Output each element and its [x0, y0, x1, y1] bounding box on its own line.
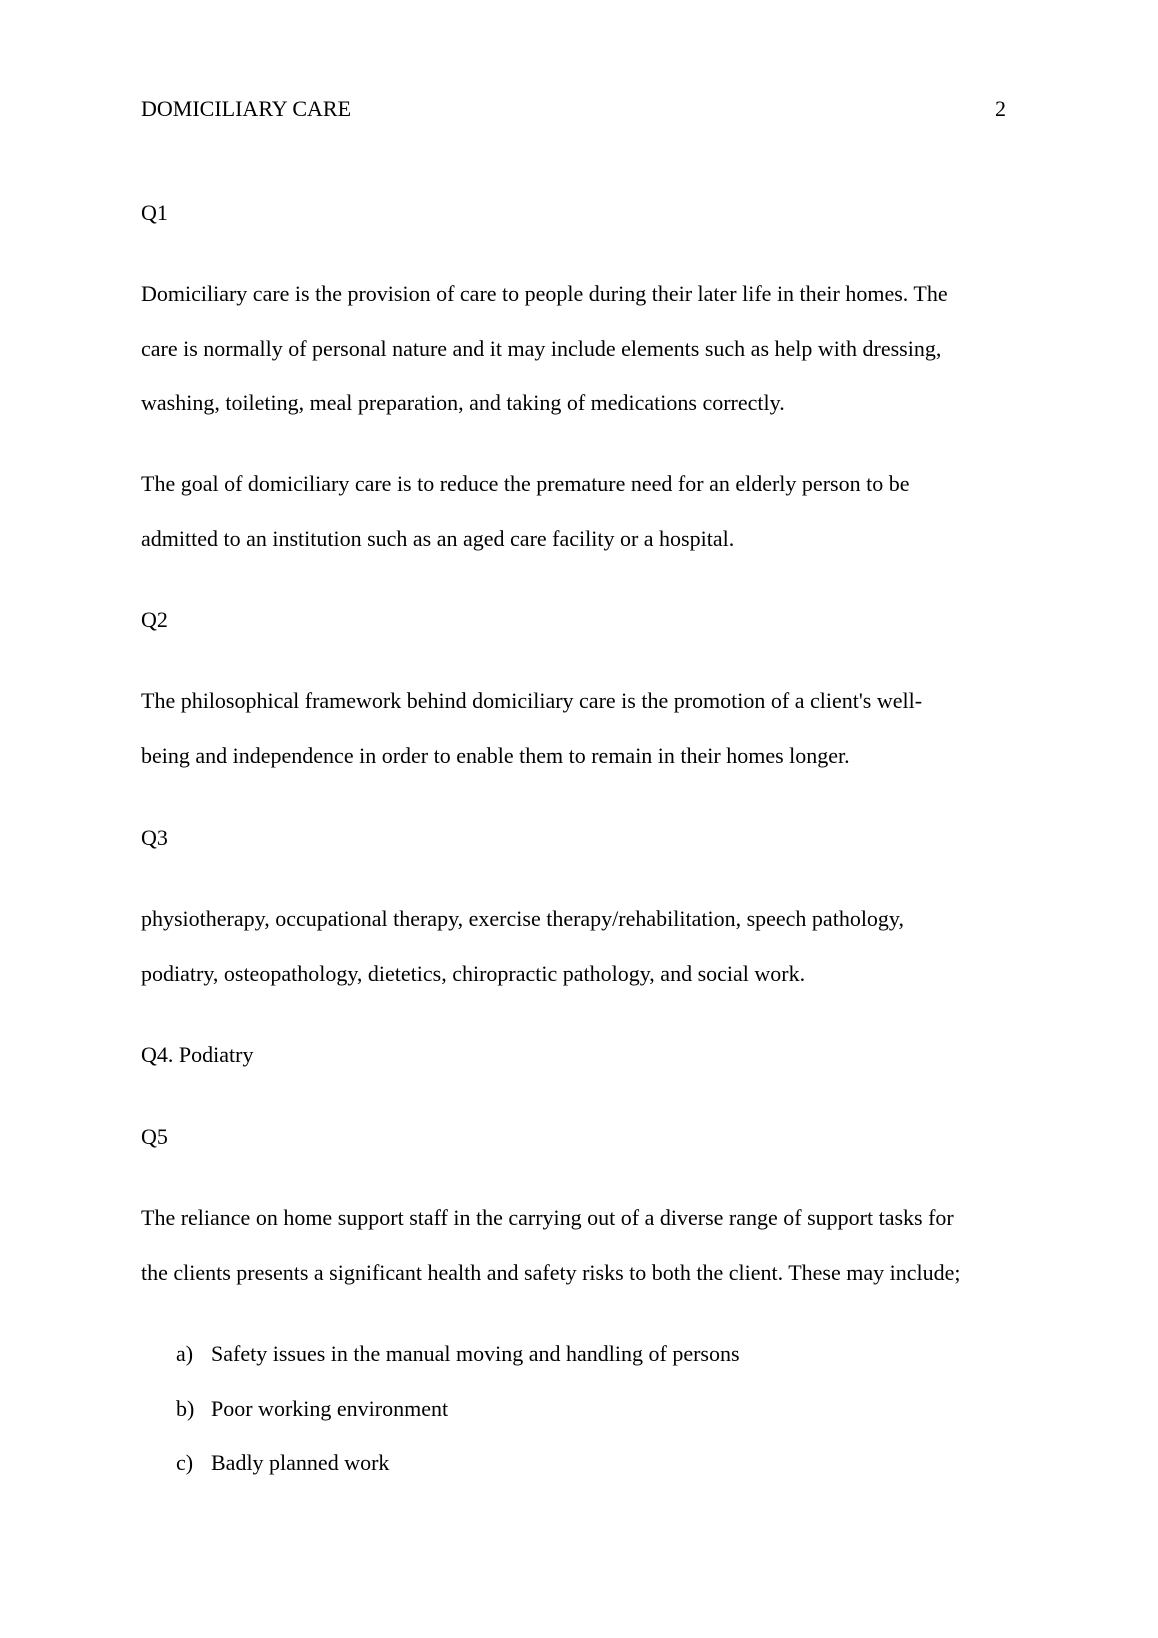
list-item: [141, 1382, 1021, 1437]
running-head: DOMICILIARY CARE: [141, 96, 352, 121]
paragraph-line: care is normally of personal nature and it may include elements such as help with dressing,: [141, 335, 942, 361]
page-number: 2: [995, 96, 1006, 121]
question-label-q2: Q2: [141, 607, 168, 632]
paragraph-line: The goal of domiciliary care is to reduce the premature need for an elderly person to be: [141, 471, 910, 496]
q4-label-block: [141, 1028, 1021, 1083]
list-item-text: Poor working environment: [211, 1395, 449, 1421]
paragraph-line: washing, toileting, meal preparation, and taking of medications correctly.: [141, 390, 785, 415]
question-label-q1: Q1: [141, 200, 168, 225]
q3-paragraph: [141, 892, 1021, 1001]
q2-paragraph: [141, 674, 1021, 783]
list-marker: a): [176, 1341, 194, 1366]
paragraph-line: admitted to an institution such as an aged care facility or a hospital.: [141, 525, 735, 551]
paragraph-line: The philosophical framework behind domiciliary care is the promotion of a client's well-: [141, 688, 923, 713]
list-item: [141, 1327, 1021, 1382]
question-label-q3: Q3: [141, 825, 168, 850]
q1-label-block: [141, 186, 1021, 241]
q1-paragraph-1: [141, 267, 1021, 431]
paragraph-line: podiatry, osteopathology, dietetics, chiropractic pathology, and social work.: [141, 960, 806, 986]
list-marker-box: [141, 1436, 211, 1491]
paragraph-line: physiotherapy, occupational therapy, exercise therapy/rehabilitation, speech pathology,: [141, 906, 904, 931]
q3-label-block: [141, 811, 1021, 866]
q2-label-block: [141, 593, 1021, 648]
list-marker: c): [176, 1450, 194, 1475]
list-marker-box: [141, 1382, 211, 1437]
q1-paragraph-2: [141, 457, 1021, 566]
list-marker-box: [141, 1327, 211, 1382]
question-label-q4: Q4. Podiatry: [141, 1042, 254, 1067]
q5-paragraph: [141, 1191, 1021, 1300]
paragraph-line: the clients presents a significant health and safety risks to both the client. These may include;: [141, 1259, 961, 1285]
paragraph-line: The reliance on home support staff in the carrying out of a diverse range of support tasks for: [141, 1205, 954, 1230]
paragraph-line: Domiciliary care is the provision of care to people during their later life in their homes. The: [141, 281, 948, 306]
risk-list: [141, 1327, 1021, 1491]
list-item-text: Badly planned work: [211, 1450, 390, 1475]
list-marker: b): [176, 1395, 195, 1421]
list-item: [141, 1436, 1021, 1491]
q5-label-block: [141, 1110, 1021, 1165]
question-label-q5: Q5: [141, 1124, 168, 1149]
page-header: [141, 96, 1006, 122]
list-item-text: Safety issues in the manual moving and handling of persons: [211, 1341, 740, 1366]
paragraph-line: being and independence in order to enable them to remain in their homes longer.: [141, 742, 850, 768]
